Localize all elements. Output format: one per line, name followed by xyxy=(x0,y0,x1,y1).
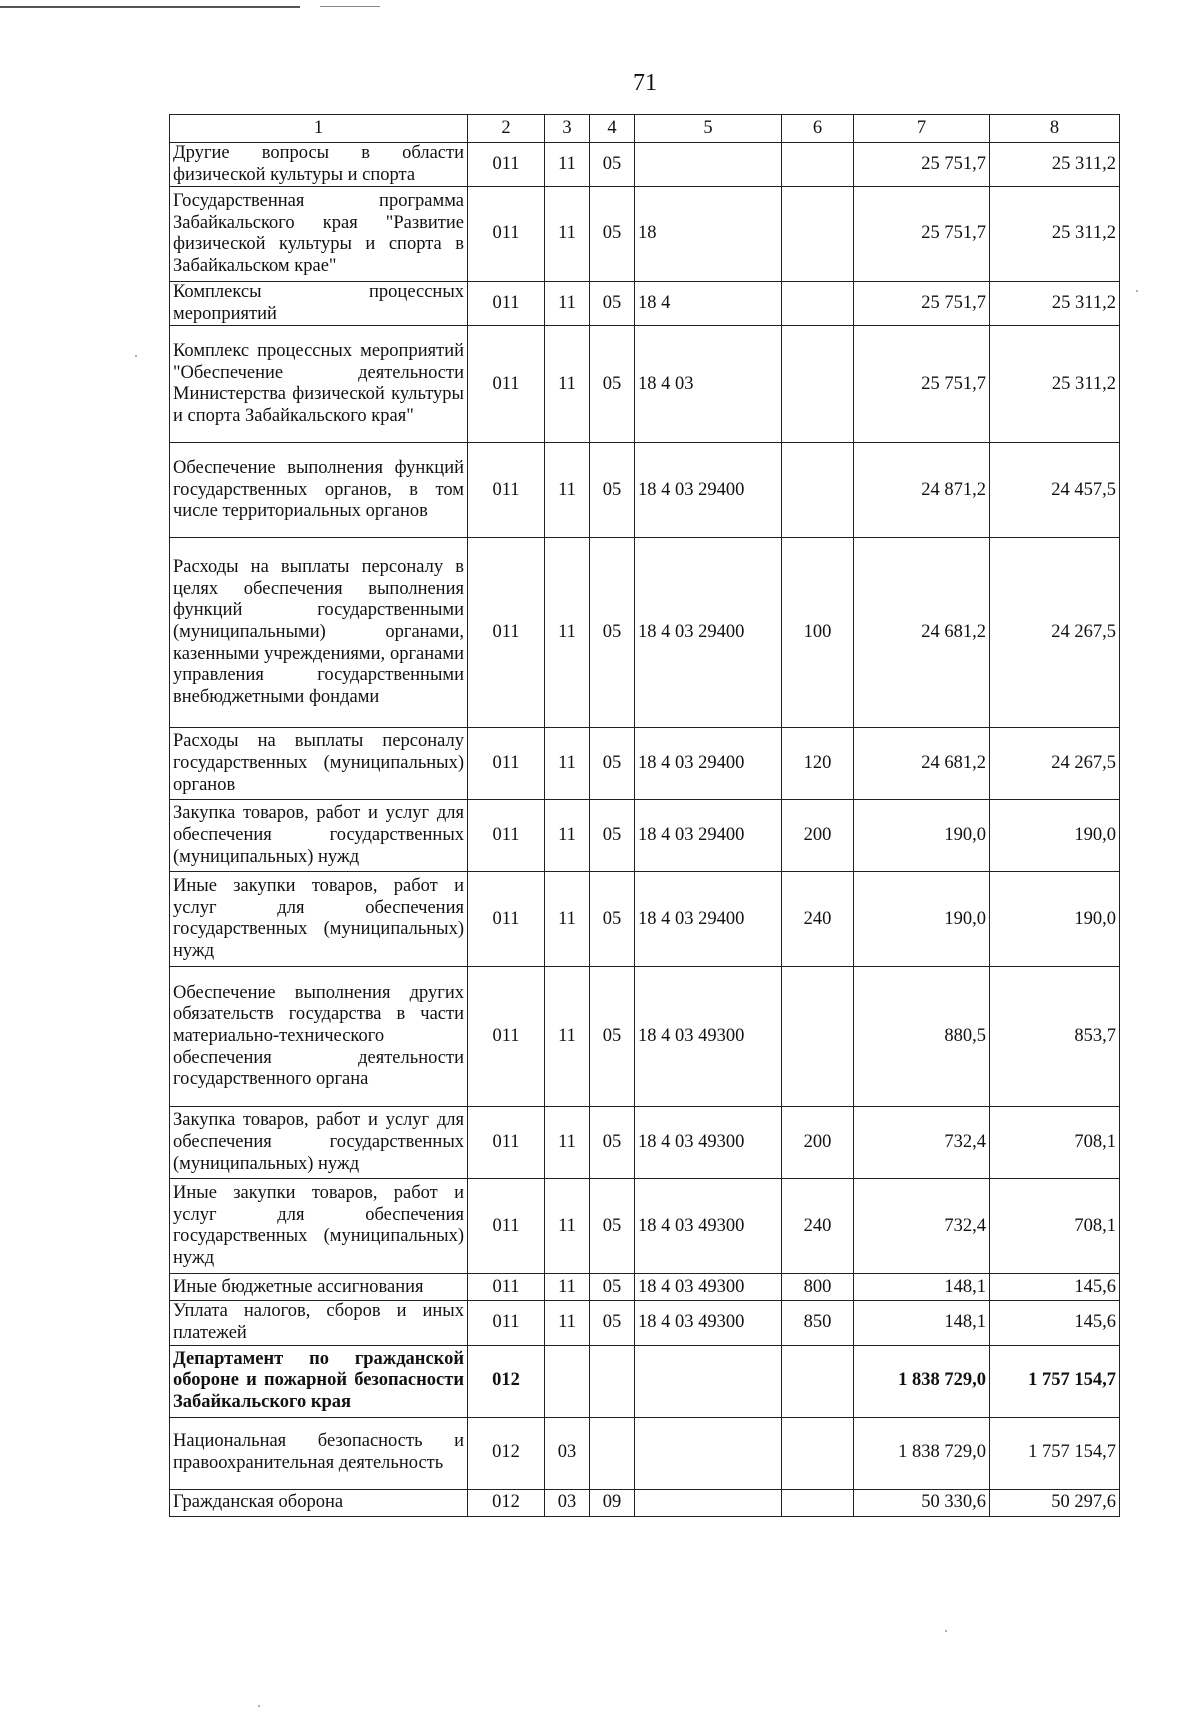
row-c8-cell: 50 297,6 xyxy=(990,1489,1120,1516)
row-c4-cell: 05 xyxy=(590,1301,635,1345)
row-c7-cell: 148,1 xyxy=(854,1274,990,1301)
row-c4-cell xyxy=(590,1345,635,1417)
row-c6-cell: 200 xyxy=(782,1107,854,1179)
row-name-cell: Уплата налогов, сборов и иных платежей xyxy=(170,1301,468,1345)
row-c3-cell: 11 xyxy=(545,1107,590,1179)
row-c3-cell: 11 xyxy=(545,1301,590,1345)
table-row xyxy=(170,728,1120,800)
row-c5-cell: 18 4 03 29400 xyxy=(635,872,782,967)
row-c2-cell: 011 xyxy=(468,872,545,967)
row-c6-cell: 240 xyxy=(782,1179,854,1274)
row-c8-cell: 145,6 xyxy=(990,1274,1120,1301)
row-c2-cell: 012 xyxy=(468,1417,545,1489)
header-cell: 2 xyxy=(468,115,545,143)
row-c5-cell: 18 4 03 49300 xyxy=(635,1274,782,1301)
row-c6-cell xyxy=(782,1489,854,1516)
header-cell: 7 xyxy=(854,115,990,143)
row-name-cell: Комплексы процессных мероприятий xyxy=(170,282,468,326)
header-cell: 5 xyxy=(635,115,782,143)
table-row xyxy=(170,326,1120,443)
page-number: 71 xyxy=(633,70,657,96)
row-c3-cell: 03 xyxy=(545,1417,590,1489)
row-c7-cell: 732,4 xyxy=(854,1179,990,1274)
row-c6-cell xyxy=(782,187,854,282)
row-c4-cell: 05 xyxy=(590,967,635,1107)
table-row xyxy=(170,143,1120,187)
row-name-cell: Расходы на выплаты персоналу государственных (муниципальных) органов xyxy=(170,728,468,800)
row-c6-cell xyxy=(782,326,854,443)
row-c2-cell: 011 xyxy=(468,326,545,443)
row-c5-cell: 18 4 03 29400 xyxy=(635,538,782,728)
row-c7-cell: 24 681,2 xyxy=(854,728,990,800)
table-row xyxy=(170,443,1120,538)
row-c8-cell: 25 311,2 xyxy=(990,326,1120,443)
row-c8-cell: 25 311,2 xyxy=(990,143,1120,187)
row-c8-cell: 25 311,2 xyxy=(990,282,1120,326)
row-name-cell: Расходы на выплаты персоналу в целях обеспечения выполнения функций государственными (муниципальными) органами, казенными учреждениями, органами управления государственными внебюджетными фондами xyxy=(170,538,468,728)
row-name-cell: Национальная безопасность и правоохранительная деятельность xyxy=(170,1417,468,1489)
row-c8-cell: 190,0 xyxy=(990,872,1120,967)
scan-top-rule xyxy=(0,6,300,8)
row-c5-cell: 18 4 03 29400 xyxy=(635,800,782,872)
table-row xyxy=(170,872,1120,967)
row-c3-cell xyxy=(545,1345,590,1417)
row-c6-cell: 850 xyxy=(782,1301,854,1345)
row-c8-cell: 853,7 xyxy=(990,967,1120,1107)
row-c7-cell: 190,0 xyxy=(854,800,990,872)
row-name-cell: Иные закупки товаров, работ и услуг для обеспечения государственных (муниципальных) нужд xyxy=(170,1179,468,1274)
table-row xyxy=(170,538,1120,728)
row-c2-cell: 012 xyxy=(468,1345,545,1417)
row-name-cell: Государственная программа Забайкальского края "Развитие физической культуры и спорта в Забайкальском крае" xyxy=(170,187,468,282)
row-c4-cell: 05 xyxy=(590,872,635,967)
row-c4-cell: 05 xyxy=(590,326,635,443)
row-name-cell: Обеспечение выполнения функций государственных органов, в том числе территориальных органов xyxy=(170,443,468,538)
row-c7-cell: 732,4 xyxy=(854,1107,990,1179)
row-c4-cell: 05 xyxy=(590,187,635,282)
row-c6-cell xyxy=(782,967,854,1107)
row-c7-cell: 50 330,6 xyxy=(854,1489,990,1516)
row-c5-cell: 18 4 03 49300 xyxy=(635,1301,782,1345)
row-name-cell: Иные бюджетные ассигнования xyxy=(170,1274,468,1301)
row-c2-cell: 011 xyxy=(468,1107,545,1179)
row-c8-cell: 1 757 154,7 xyxy=(990,1417,1120,1489)
table-row xyxy=(170,1179,1120,1274)
scan-speck xyxy=(945,1630,947,1632)
row-c6-cell: 240 xyxy=(782,872,854,967)
row-c7-cell: 1 838 729,0 xyxy=(854,1417,990,1489)
row-c7-cell: 25 751,7 xyxy=(854,143,990,187)
row-c6-cell: 120 xyxy=(782,728,854,800)
row-c8-cell: 145,6 xyxy=(990,1301,1120,1345)
row-c7-cell: 25 751,7 xyxy=(854,326,990,443)
row-c8-cell: 708,1 xyxy=(990,1107,1120,1179)
row-c5-cell: 18 xyxy=(635,187,782,282)
row-c3-cell: 11 xyxy=(545,1274,590,1301)
header-cell: 8 xyxy=(990,115,1120,143)
row-c2-cell: 011 xyxy=(468,187,545,282)
row-c6-cell: 200 xyxy=(782,800,854,872)
row-c4-cell: 05 xyxy=(590,728,635,800)
row-c7-cell: 24 681,2 xyxy=(854,538,990,728)
scan-speck xyxy=(1136,290,1138,292)
row-name-cell: Закупка товаров, работ и услуг для обеспечения государственных (муниципальных) нужд xyxy=(170,800,468,872)
row-name-cell: Другие вопросы в области физической культуры и спорта xyxy=(170,143,468,187)
row-c8-cell: 24 267,5 xyxy=(990,538,1120,728)
row-c5-cell: 18 4 03 49300 xyxy=(635,1107,782,1179)
row-c6-cell xyxy=(782,282,854,326)
row-c8-cell: 1 757 154,7 xyxy=(990,1345,1120,1417)
row-c6-cell xyxy=(782,1417,854,1489)
row-c2-cell: 011 xyxy=(468,800,545,872)
row-c4-cell: 09 xyxy=(590,1489,635,1516)
row-c5-cell: 18 4 03 49300 xyxy=(635,967,782,1107)
scan-top-rule-short xyxy=(320,6,380,7)
row-c6-cell: 100 xyxy=(782,538,854,728)
row-c8-cell: 24 267,5 xyxy=(990,728,1120,800)
row-c7-cell: 1 838 729,0 xyxy=(854,1345,990,1417)
row-c5-cell: 18 4 xyxy=(635,282,782,326)
row-c8-cell: 25 311,2 xyxy=(990,187,1120,282)
row-c5-cell xyxy=(635,1417,782,1489)
table-row xyxy=(170,1274,1120,1301)
row-c3-cell: 11 xyxy=(545,282,590,326)
header-cell: 3 xyxy=(545,115,590,143)
row-c7-cell: 25 751,7 xyxy=(854,282,990,326)
row-c7-cell: 190,0 xyxy=(854,872,990,967)
row-name-cell: Департамент по гражданской обороне и пожарной безопасности Забайкальского края xyxy=(170,1345,468,1417)
row-c8-cell: 24 457,5 xyxy=(990,443,1120,538)
row-c3-cell: 11 xyxy=(545,143,590,187)
row-c5-cell: 18 4 03 49300 xyxy=(635,1179,782,1274)
row-c2-cell: 011 xyxy=(468,143,545,187)
row-c2-cell: 012 xyxy=(468,1489,545,1516)
row-c5-cell xyxy=(635,143,782,187)
row-c4-cell: 05 xyxy=(590,143,635,187)
table-row xyxy=(170,1345,1120,1417)
row-c3-cell: 11 xyxy=(545,967,590,1107)
row-c4-cell: 05 xyxy=(590,1274,635,1301)
scan-speck xyxy=(258,1705,260,1707)
row-c4-cell: 05 xyxy=(590,1179,635,1274)
row-c2-cell: 011 xyxy=(468,443,545,538)
row-name-cell: Обеспечение выполнения других обязательств государства в части материально-технического обеспечения деятельности государственного органа xyxy=(170,967,468,1107)
table-row xyxy=(170,800,1120,872)
row-c8-cell: 190,0 xyxy=(990,800,1120,872)
row-c7-cell: 148,1 xyxy=(854,1301,990,1345)
row-c5-cell: 18 4 03 29400 xyxy=(635,443,782,538)
row-name-cell: Гражданская оборона xyxy=(170,1489,468,1516)
row-c4-cell: 05 xyxy=(590,443,635,538)
row-c2-cell: 011 xyxy=(468,967,545,1107)
row-c3-cell: 11 xyxy=(545,538,590,728)
budget-table xyxy=(169,114,1120,1517)
table-row xyxy=(170,1417,1120,1489)
row-name-cell: Иные закупки товаров, работ и услуг для обеспечения государственных (муниципальных) нужд xyxy=(170,872,468,967)
row-c4-cell: 05 xyxy=(590,800,635,872)
row-c3-cell: 11 xyxy=(545,872,590,967)
row-c2-cell: 011 xyxy=(468,1179,545,1274)
row-c5-cell xyxy=(635,1489,782,1516)
header-cell: 4 xyxy=(590,115,635,143)
row-c6-cell xyxy=(782,143,854,187)
row-c6-cell xyxy=(782,1345,854,1417)
row-c4-cell: 05 xyxy=(590,1107,635,1179)
row-c3-cell: 11 xyxy=(545,1179,590,1274)
table-row xyxy=(170,1489,1120,1516)
table-header-row xyxy=(170,115,1120,143)
row-c7-cell: 880,5 xyxy=(854,967,990,1107)
row-c7-cell: 25 751,7 xyxy=(854,187,990,282)
row-c6-cell: 800 xyxy=(782,1274,854,1301)
row-c5-cell: 18 4 03 29400 xyxy=(635,728,782,800)
row-name-cell: Закупка товаров, работ и услуг для обеспечения государственных (муниципальных) нужд xyxy=(170,1107,468,1179)
row-c2-cell: 011 xyxy=(468,538,545,728)
row-c7-cell: 24 871,2 xyxy=(854,443,990,538)
row-c4-cell xyxy=(590,1417,635,1489)
row-c2-cell: 011 xyxy=(468,1301,545,1345)
row-c3-cell: 11 xyxy=(545,800,590,872)
scan-speck xyxy=(135,355,137,357)
row-c5-cell xyxy=(635,1345,782,1417)
row-c3-cell: 11 xyxy=(545,187,590,282)
row-c4-cell: 05 xyxy=(590,538,635,728)
table-row xyxy=(170,967,1120,1107)
row-c3-cell: 11 xyxy=(545,326,590,443)
row-name-cell: Комплекс процессных мероприятий "Обеспечение деятельности Министерства физической культуры и спорта Забайкальского края" xyxy=(170,326,468,443)
row-c4-cell: 05 xyxy=(590,282,635,326)
row-c5-cell: 18 4 03 xyxy=(635,326,782,443)
header-cell: 1 xyxy=(170,115,468,143)
row-c3-cell: 11 xyxy=(545,443,590,538)
table-row xyxy=(170,1107,1120,1179)
table-row xyxy=(170,282,1120,326)
row-c2-cell: 011 xyxy=(468,1274,545,1301)
row-c2-cell: 011 xyxy=(468,728,545,800)
table-row xyxy=(170,1301,1120,1345)
table-row xyxy=(170,187,1120,282)
header-cell: 6 xyxy=(782,115,854,143)
row-c3-cell: 11 xyxy=(545,728,590,800)
row-c8-cell: 708,1 xyxy=(990,1179,1120,1274)
row-c6-cell xyxy=(782,443,854,538)
row-c3-cell: 03 xyxy=(545,1489,590,1516)
row-c2-cell: 011 xyxy=(468,282,545,326)
